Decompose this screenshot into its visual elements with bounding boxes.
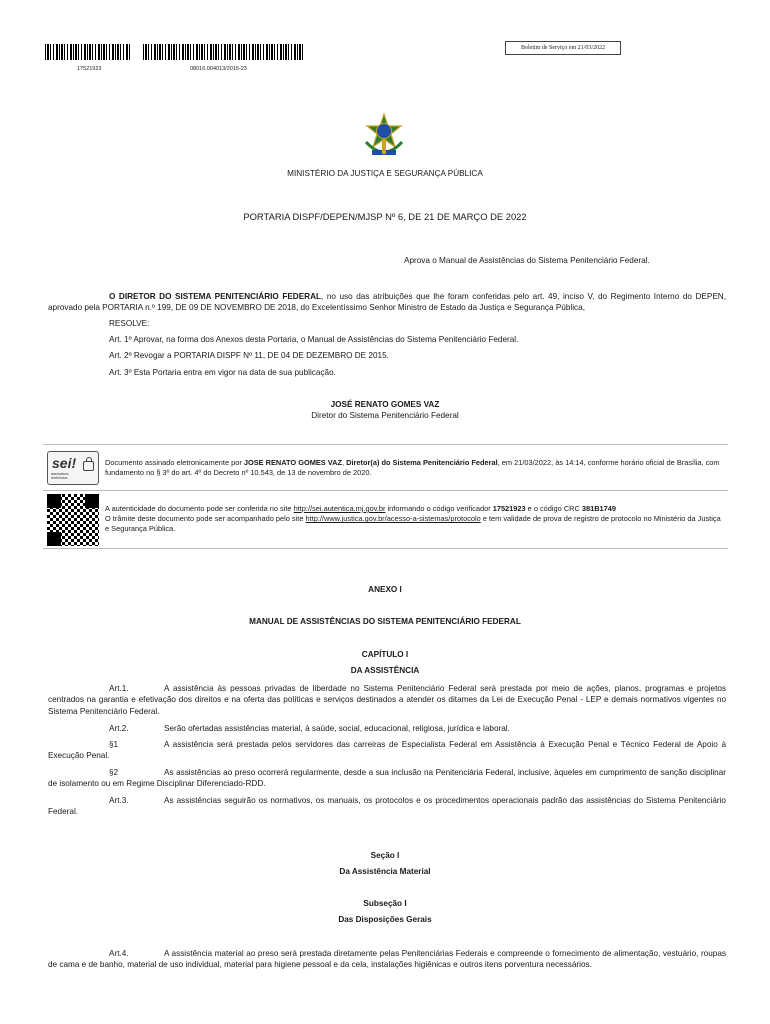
barcode-process-number: 08016.004013/2015-23 (190, 66, 247, 72)
ementa: Aprova o Manual de Assistências do Sistema Penitenciário Federal. (404, 256, 650, 265)
preamble-lead: O DIRETOR DO SISTEMA PENITENCIÁRIO FEDERAL (109, 292, 321, 301)
divider (43, 548, 728, 549)
preamble (48, 291, 726, 314)
divider (43, 490, 728, 491)
chapter-number: CAPÍTULO I (361, 650, 409, 659)
preamble-text: , no uso das atribuições que lhe foram conferidas pelo art. 49, inciso V, do Regimento Interno do DEPEN, aprovado pela PORTARIA n.º 199, DE 09 DE NOVEMBRO DE 2018, do Excelentíssimo Senhor Ministro de Estado da Justiça e Segurança Pública, (48, 292, 726, 313)
signatory-role: Diretor do Sistema Penitenciário Federal (311, 411, 459, 420)
lock-icon (83, 461, 94, 471)
annex-article-1: Art.1. A assistência às pessoas privadas de liberdade no Sistema Penitenciário Federal será prestada por meio de ações, planos, programas e projetos centrados na garantia e efetivação dos direitos e na oferta das políticas e serviços destinados a atender os ditames da Lei de Execução Penal - LEP e demais normativos vigentes no Sistema Penitenciário Federal. (48, 684, 726, 716)
article-1: Art. 1º Aprovar, na forma dos Anexos desta Portaria, o Manual de Assistências do Sistema Penitenciário Federal. (109, 335, 519, 344)
divider (43, 444, 728, 445)
brazil-coat-of-arms-icon (358, 112, 410, 160)
crc-code: 381B1749 (581, 504, 617, 513)
article-2: Art. 2º Revogar a PORTARIA DISPF Nº 11, DE 04 DE DEZEMBRO DE 2015. (109, 351, 389, 360)
electronic-signature-text: Documento assinado eletronicamente por JOSE RENATO GOMES VAZ, Diretor(a) do Sistema Penitenciário Federal, em 21/03/2022, às 14:14, conforme horário oficial de Brasília, com fundamento no § 3º do art. 4º do Decreto nº 10.543, de 13 de novembro de 2020. (105, 458, 720, 478)
sei-signature-logo (47, 451, 99, 485)
authenticity-text: A autenticidade do documento pode ser conferida no site http://sei.autentica.mj.gov.br informando o código verificador 17521923 e o código CRC 381B1749 O trâmite deste documento pode ser acompanhado pelo site http://www.justica.gov.br/acesso-a-sistemas/protocolo e tem validade de prova de registro de protocolo no Ministério da Justiça e Segurança Pública. (105, 504, 721, 534)
section-title: Da Assistência Material (339, 867, 431, 876)
article-3: Art. 3º Esta Portaria entra em vigor na data de sua publicação. (109, 368, 336, 377)
annex-paragraph-2: §2 As assistências ao preso ocorrerá regularmente, desde a sua inclusão na Penitenciária Federal, inclusive, àqueles em cumprimento de sanção disciplinar de isolamento ou em Regime Disciplinar Diferenciado-RDD. (48, 768, 726, 789)
signatory-name: JOSÉ RENATO GOMES VAZ (330, 400, 440, 409)
sei-logo-text: sei! (52, 455, 77, 471)
annex-article-4: Art.4. A assistência material ao preso será prestada diretamente pelas Penitenciárias Federais e compreende o fornecimento de alimentação, vestuário, roupas de cama e de banho, material de uso individual, material para higiene pessoal e da cela, instalações higiênicas e outros itens porventura necessários. (48, 949, 726, 970)
sei-authentication-link[interactable]: http://sei.autentica.mj.gov.br (293, 504, 386, 513)
subsection-title: Das Disposições Gerais (338, 915, 432, 924)
annex-paragraph-1: §1 A assistência será prestada pelos servidores das carreiras de Especialista Federal em Assistência à Execução Penal e Técnico Federal de Apoio à Execução Penal. (48, 740, 726, 761)
barcode-document (45, 44, 131, 60)
barcode-document-number: 17521923 (77, 66, 102, 72)
signer-name: JOSE RENATO GOMES VAZ (243, 458, 343, 467)
signer-role: Diretor(a) do Sistema Penitenciário Federal (346, 458, 498, 467)
qr-code-icon (47, 494, 99, 546)
barcode-process (143, 44, 305, 60)
annex-title: ANEXO I (368, 585, 402, 594)
sei-logo-subtitle: assinatura eletrônica (51, 472, 69, 481)
section-number: Seção I (370, 851, 400, 860)
annex-article-2: Art.2. Serão ofertadas assistências material, à saúde, social, educacional, religiosa, jurídica e laboral. (109, 724, 510, 733)
verifier-code: 17521923 (492, 504, 526, 513)
chapter-title: DA ASSISTÊNCIA (350, 666, 420, 675)
boletim-box: Boletim de Serviço em 21/03/2022 (505, 41, 621, 55)
subsection-number: Subseção I (363, 899, 407, 908)
annex-article-3: Art.3. As assistências seguirão os normativos, os manuais, os protocolos e os procedimentos operacionais padrão das assistências do Sistema Penitenciário Federal. (48, 796, 726, 817)
manual-title: MANUAL DE ASSISTÊNCIAS DO SISTEMA PENITENCIÁRIO FEDERAL (249, 617, 521, 626)
protocol-link[interactable]: http://www.justica.gov.br/acesso-a-sistemas/protocolo (305, 514, 481, 524)
resolve: RESOLVE: (109, 319, 150, 328)
portaria-title: PORTARIA DISPF/DEPEN/MJSP Nº 6, DE 21 DE MARÇO DE 2022 (243, 211, 527, 222)
ministry-name: MINISTÉRIO DA JUSTIÇA E SEGURANÇA PÚBLICA (287, 169, 483, 178)
